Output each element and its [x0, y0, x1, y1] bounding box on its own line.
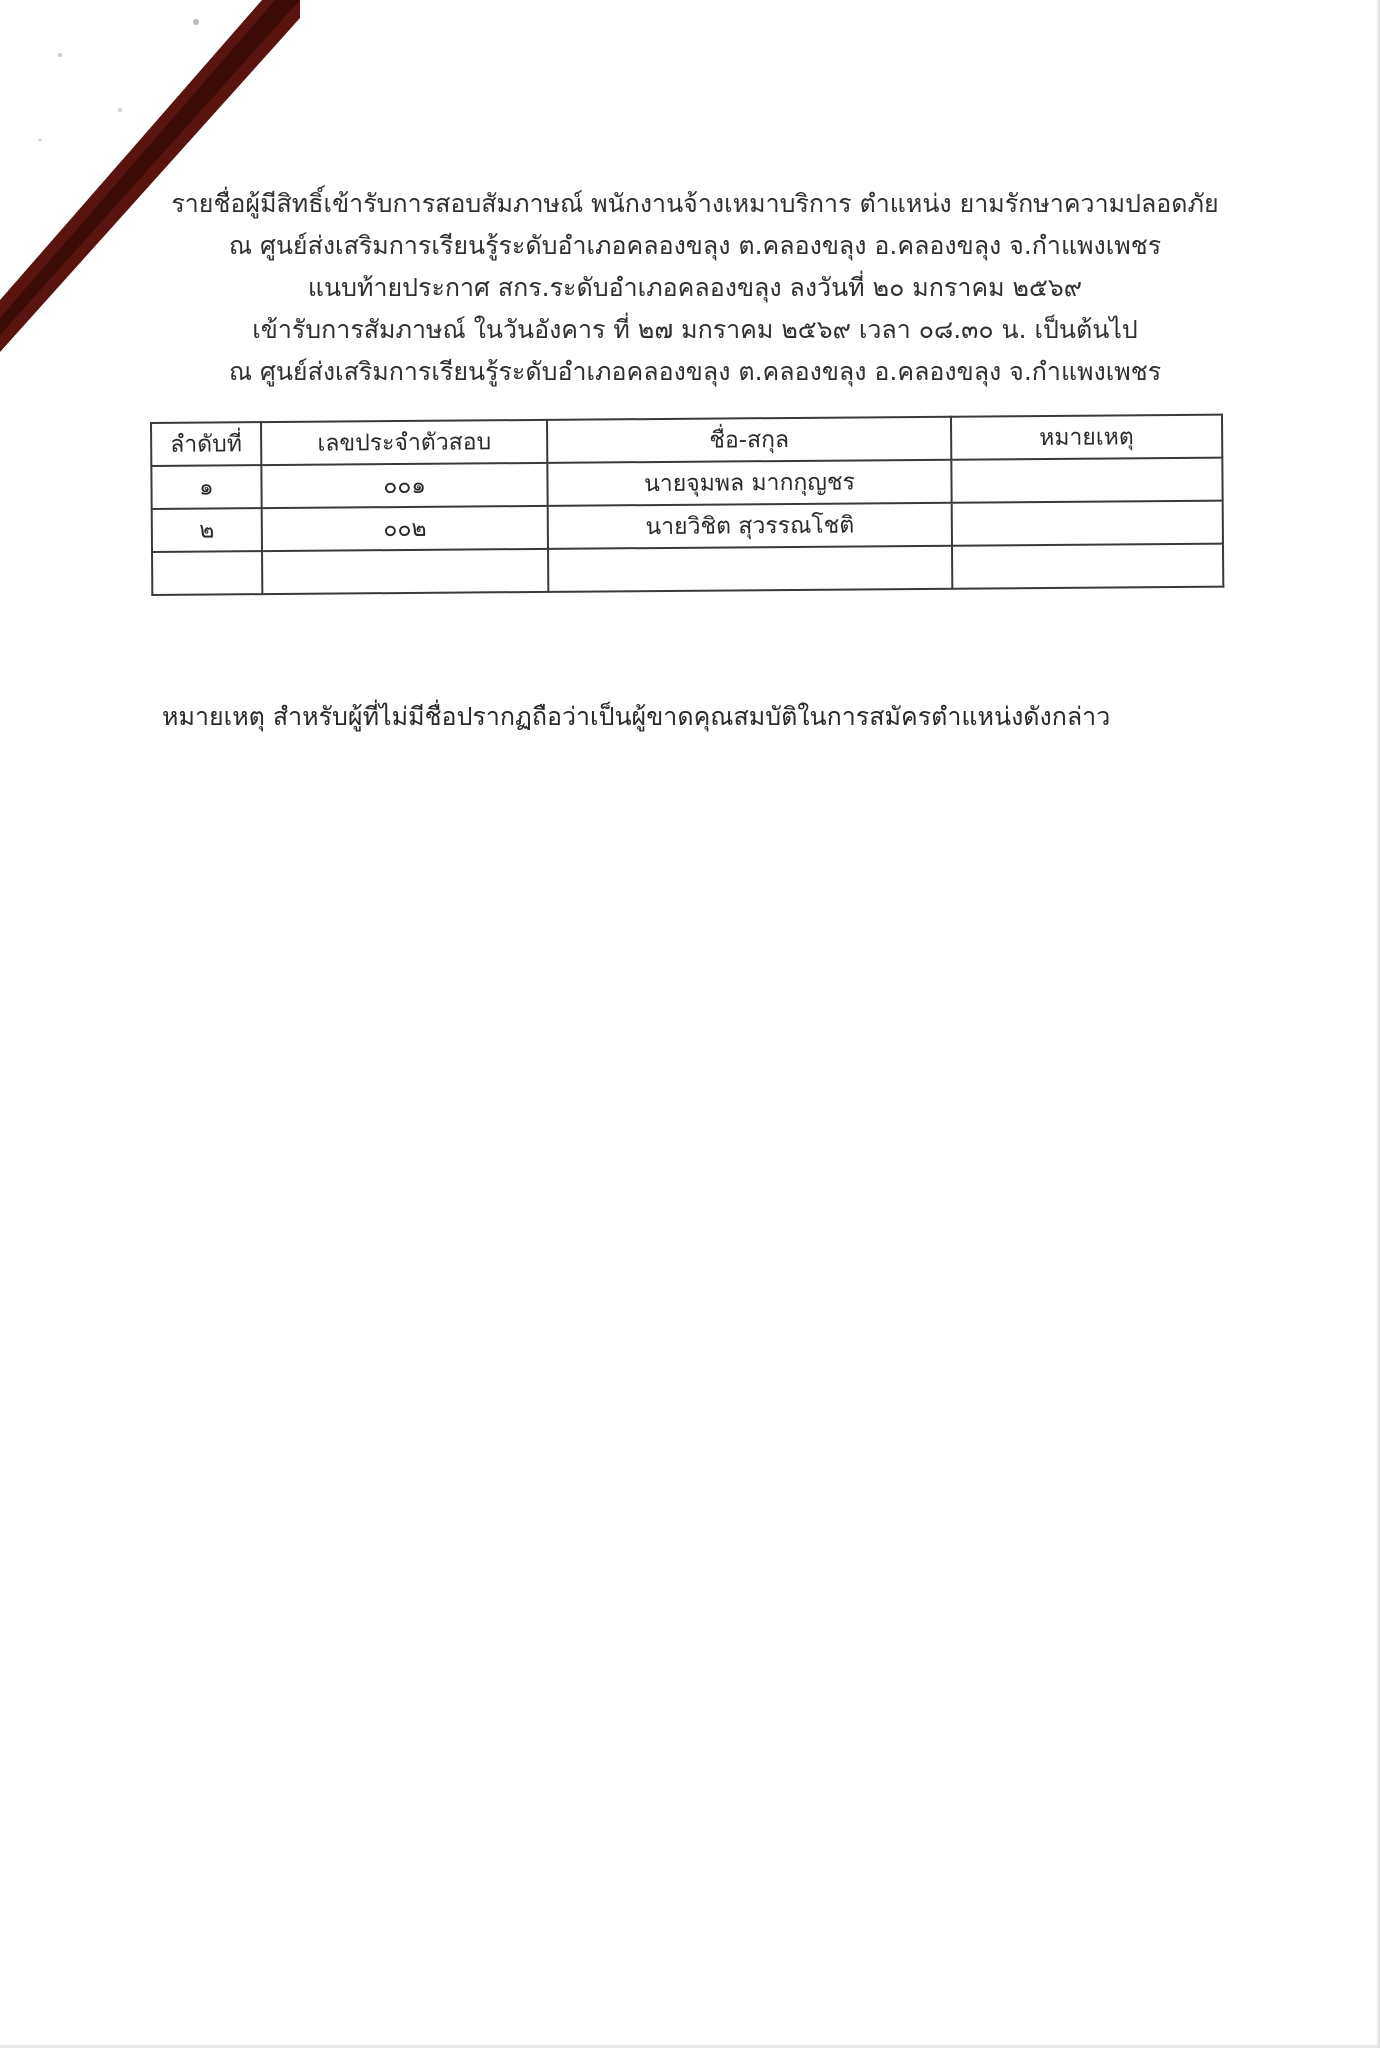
cell-exam-id: ๐๐๑	[261, 463, 548, 508]
footnote: หมายเหตุ สำหรับผู้ที่ไม่มีชื่อปรากฏถือว่าเป็นผู้ขาดคุณสมบัติในการสมัครตำแหน่งดังกล่าว	[162, 702, 1111, 731]
table-row	[152, 544, 1223, 595]
heading-line-3: แนบท้ายประกาศ สกร.ระดับอำเภอคลองขลุง ลงวันที่ ๒๐ มกราคม ๒๕๖๙	[307, 273, 1083, 302]
header-full-name: ชื่อ-สกุล	[547, 417, 951, 463]
header-remarks: หมายเหตุ	[951, 415, 1223, 460]
heading-line-5: ณ ศูนย์ส่งเสริมการเรียนรู้ระดับอำเภอคลองขลุง ต.คลองขลุง อ.คลองขลุง จ.กำแพงเพชร	[228, 357, 1162, 386]
header-order: ลำดับที่	[151, 422, 261, 466]
cell-full-name: นายจุมพล มากกุญชร	[548, 460, 952, 506]
cell-exam-id	[262, 549, 549, 594]
cell-full-name	[548, 546, 952, 592]
header-exam-id: เลขประจำตัวสอบ	[261, 420, 548, 465]
heading-line-1: รายชื่อผู้มีสิทธิ์เข้ารับการสอบสัมภาษณ์ พนักงานจ้างเหมาบริการ ตำแหน่ง ยามรักษาความปลอดภัย	[171, 189, 1219, 218]
cell-remarks	[951, 501, 1223, 546]
heading-line-2: ณ ศูนย์ส่งเสริมการเรียนรู้ระดับอำเภอคลองขลุง ต.คลองขลุง อ.คลองขลุง จ.กำแพงเพชร	[228, 231, 1162, 260]
cell-full-name: นายวิชิต สุวรรณโชติ	[548, 503, 952, 549]
cell-exam-id: ๐๐๒	[262, 506, 549, 551]
page-right-edge	[1376, 0, 1380, 2048]
document-heading	[150, 183, 1240, 393]
cell-order: ๑	[151, 465, 261, 509]
candidate-table	[150, 414, 1224, 596]
candidate-table-wrap	[150, 414, 1224, 596]
cell-order: ๒	[152, 508, 262, 552]
heading-line-4: เข้ารับการสัมภาษณ์ ในวันอังคาร ที่ ๒๗ มกราคม ๒๕๖๙ เวลา ๐๘.๓๐ น. เป็นต้นไป	[252, 315, 1138, 344]
cell-remarks	[951, 458, 1223, 503]
cell-order	[152, 551, 262, 595]
cell-remarks	[952, 544, 1224, 589]
